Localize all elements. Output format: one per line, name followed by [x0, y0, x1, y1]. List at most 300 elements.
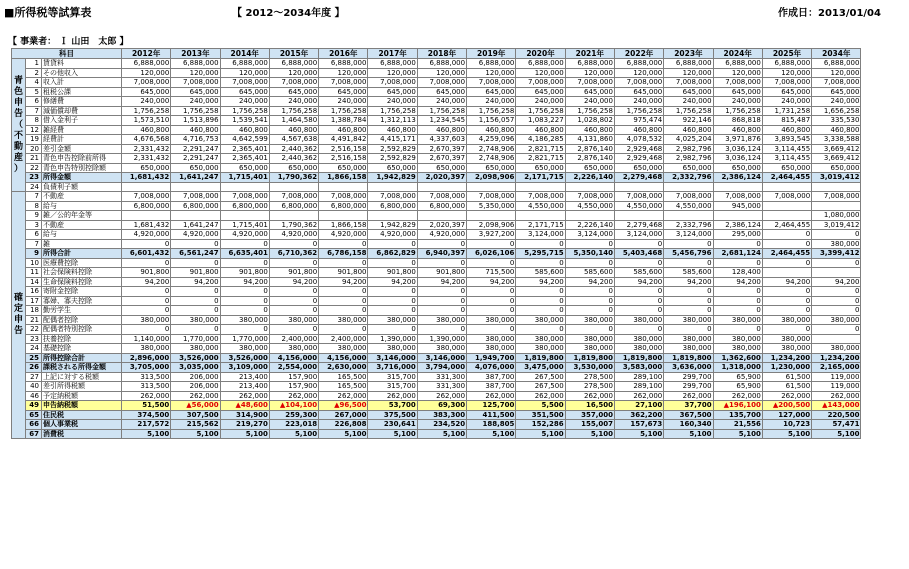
row-number: 40	[26, 382, 42, 392]
cell-value: ▲96,500	[319, 401, 368, 411]
row-number: 7	[26, 106, 42, 116]
cell-value: 460,800	[319, 125, 368, 135]
row-label: 雑／公的年金等	[42, 211, 122, 221]
cell-value: 262,000	[220, 391, 269, 401]
row-label: 課税される所得金額	[42, 363, 122, 373]
row-number: 24	[26, 182, 42, 192]
cell-value: 650,000	[368, 163, 417, 173]
cell-value: 3,893,545	[762, 135, 811, 145]
cell-value: 411,500	[467, 410, 516, 420]
cell-value: 387,700	[467, 382, 516, 392]
cell-value: 0	[664, 287, 713, 297]
cell-value: 380,000	[762, 334, 811, 344]
cell-value: 0	[516, 325, 565, 335]
cell-value	[713, 182, 762, 192]
cell-value: 1,234,545	[417, 116, 466, 126]
report-header	[0, 0, 909, 48]
cell-value: 2,098,906	[467, 220, 516, 230]
cell-value: 160,340	[664, 420, 713, 430]
cell-value: 6,888,000	[417, 59, 466, 69]
column-header-item: 科目	[12, 49, 122, 59]
cell-value: 4,550,000	[516, 201, 565, 211]
cell-value: 215,562	[171, 420, 220, 430]
cell-value: 1,756,258	[516, 106, 565, 116]
cell-value: 1,464,580	[269, 116, 318, 126]
cell-value: 380,000	[762, 344, 811, 354]
column-header-year: 2014年	[220, 49, 269, 59]
cell-value: 1,756,258	[417, 106, 466, 116]
cell-value: 7,008,000	[614, 78, 663, 88]
cell-value: 5,100	[467, 429, 516, 439]
cell-value: 3,716,000	[368, 363, 417, 373]
cell-value: 1,641,247	[171, 173, 220, 183]
cell-value: 120,000	[122, 68, 171, 78]
cell-value: 240,000	[220, 97, 269, 107]
cell-value: 0	[319, 306, 368, 316]
row-number: 66	[26, 420, 42, 430]
cell-value: 1,790,362	[269, 173, 318, 183]
table-row	[12, 363, 861, 373]
row-label: 雑経費	[42, 125, 122, 135]
cell-value: 120,000	[319, 68, 368, 78]
cell-value: 0	[467, 325, 516, 335]
row-number: 17	[26, 296, 42, 306]
cell-value: 1,140,000	[122, 334, 171, 344]
cell-value: 4,642,599	[220, 135, 269, 145]
cell-value: 94,200	[467, 277, 516, 287]
row-number: 21	[26, 154, 42, 164]
cell-value: 6,888,000	[467, 59, 516, 69]
cell-value: 380,000	[812, 344, 861, 354]
cell-value: 2,876,140	[565, 144, 614, 154]
cell-value: 6,888,000	[368, 59, 417, 69]
cell-value: 460,800	[565, 125, 614, 135]
cell-value: 1,756,258	[269, 106, 318, 116]
cell-value: 2,896,000	[122, 353, 171, 363]
row-number: 4	[26, 78, 42, 88]
cell-value: 367,500	[664, 410, 713, 420]
cell-value: 7,008,000	[565, 78, 614, 88]
row-number: 23	[26, 173, 42, 183]
cell-value: 6,800,000	[122, 201, 171, 211]
cell-value	[565, 211, 614, 221]
cell-value: 4,920,000	[171, 230, 220, 240]
cell-value: 3,669,412	[812, 154, 861, 164]
cell-value: 3,794,000	[417, 363, 466, 373]
row-number: 2	[26, 68, 42, 78]
cell-value: 7,008,000	[417, 78, 466, 88]
cell-value	[762, 182, 811, 192]
cell-value: 0	[713, 296, 762, 306]
cell-value: 6,888,000	[319, 59, 368, 69]
cell-value: 387,700	[467, 372, 516, 382]
cell-value: 380,000	[565, 334, 614, 344]
cell-value: 2,226,140	[565, 220, 614, 230]
cell-value: 3,036,124	[713, 144, 762, 154]
cell-value: 380,000	[467, 334, 516, 344]
cell-value: 0	[368, 306, 417, 316]
cell-value: 1,949,700	[467, 353, 516, 363]
cell-value: 213,400	[220, 382, 269, 392]
cell-value: 650,000	[171, 163, 220, 173]
cell-value: 0	[664, 258, 713, 268]
cell-value: 645,000	[417, 87, 466, 97]
cell-value: 2,400,000	[319, 334, 368, 344]
cell-value: 4,491,842	[319, 135, 368, 145]
cell-value: 6,561,247	[171, 249, 220, 259]
cell-value: 1,573,510	[122, 116, 171, 126]
cell-value: 0	[122, 306, 171, 316]
cell-value	[812, 268, 861, 278]
cell-value: 7,008,000	[220, 192, 269, 202]
cell-value	[368, 211, 417, 221]
table-row	[12, 401, 861, 411]
column-header-year: 2018年	[417, 49, 466, 59]
cell-value: 1,656,258	[812, 106, 861, 116]
cell-value: 289,100	[614, 382, 663, 392]
cell-value: 2,386,124	[713, 220, 762, 230]
cell-value: 815,487	[762, 116, 811, 126]
row-label: 個人事業税	[42, 420, 122, 430]
cell-value: 3,146,000	[417, 353, 466, 363]
row-number: 23	[26, 334, 42, 344]
row-number: 19	[26, 135, 42, 145]
cell-value: ▲104,100	[269, 401, 318, 411]
cell-value: 0	[713, 258, 762, 268]
cell-value: 2,098,906	[467, 173, 516, 183]
cell-value: 1,156,057	[467, 116, 516, 126]
cell-value: 2,386,124	[713, 173, 762, 183]
cell-value: ▲56,000	[171, 401, 220, 411]
cell-value: 5,100	[812, 429, 861, 439]
row-label: 医療費控除	[42, 258, 122, 268]
cell-value: 380,000	[417, 344, 466, 354]
cell-value: 120,000	[614, 68, 663, 78]
cell-value: 6,888,000	[664, 59, 713, 69]
cell-value: 901,800	[319, 268, 368, 278]
cell-value: 0	[762, 325, 811, 335]
cell-value: 7,008,000	[171, 78, 220, 88]
cell-value: 460,800	[762, 125, 811, 135]
cell-value: 120,000	[220, 68, 269, 78]
section-label: 確 定 申 告	[12, 192, 26, 439]
cell-value: 120,000	[762, 68, 811, 78]
cell-value	[812, 334, 861, 344]
cell-value: 1,080,000	[812, 211, 861, 221]
cell-value: 585,600	[664, 268, 713, 278]
cell-value: 94,200	[812, 277, 861, 287]
cell-value: 120,000	[664, 68, 713, 78]
cell-value: 460,800	[368, 125, 417, 135]
cell-value: 6,862,829	[368, 249, 417, 259]
cell-value: 0	[220, 287, 269, 297]
table-row	[12, 268, 861, 278]
table-row	[12, 163, 861, 173]
cell-value: 262,000	[319, 391, 368, 401]
cell-value: 650,000	[516, 163, 565, 173]
cell-value: 53,700	[368, 401, 417, 411]
table-row	[12, 135, 861, 145]
cell-value: 94,200	[762, 277, 811, 287]
cell-value	[664, 211, 713, 221]
cell-value: 5,100	[762, 429, 811, 439]
row-label: 所得金額	[42, 173, 122, 183]
cell-value: ▲48,600	[220, 401, 269, 411]
cell-value: 0	[122, 239, 171, 249]
cell-value: 262,000	[713, 391, 762, 401]
cell-value: 6,601,432	[122, 249, 171, 259]
cell-value: 6,888,000	[762, 59, 811, 69]
table-row	[12, 78, 861, 88]
cell-value: 4,550,000	[565, 201, 614, 211]
row-number: 21	[26, 315, 42, 325]
cell-value: 460,800	[269, 125, 318, 135]
row-label: 不動産	[42, 220, 122, 230]
cell-value: 135,700	[713, 410, 762, 420]
cell-value: 650,000	[664, 163, 713, 173]
table-row	[12, 116, 861, 126]
cell-value: 3,636,000	[664, 363, 713, 373]
cell-value	[762, 211, 811, 221]
cell-value: 226,808	[319, 420, 368, 430]
row-number: 6	[26, 97, 42, 107]
cell-value	[269, 211, 318, 221]
row-label: 予定納税額	[42, 391, 122, 401]
cell-value: 2,020,397	[417, 220, 466, 230]
cell-value: 0	[319, 287, 368, 297]
cell-value: 5,456,796	[664, 249, 713, 259]
row-label: 社会保険料控除	[42, 268, 122, 278]
cell-value: 3,124,000	[614, 230, 663, 240]
cell-value: 0	[467, 239, 516, 249]
cell-value: 0	[812, 258, 861, 268]
cell-value	[812, 182, 861, 192]
table-row	[12, 344, 861, 354]
cell-value: 2,464,455	[762, 220, 811, 230]
cell-value: 3,475,000	[516, 363, 565, 373]
cell-value: 460,800	[812, 125, 861, 135]
cell-value: 94,200	[122, 277, 171, 287]
cell-value: 240,000	[614, 97, 663, 107]
cell-value: 2,670,397	[417, 154, 466, 164]
cell-value: 380,000	[319, 344, 368, 354]
cell-value: 715,500	[467, 268, 516, 278]
row-label: その他収入	[42, 68, 122, 78]
cell-value: 1,756,258	[319, 106, 368, 116]
cell-value: 4,567,638	[269, 135, 318, 145]
cell-value: 2,279,468	[614, 173, 663, 183]
cell-value: 0	[417, 296, 466, 306]
cell-value: 2,748,906	[467, 154, 516, 164]
row-number: 20	[26, 144, 42, 154]
cell-value: 307,500	[171, 410, 220, 420]
cell-value: 240,000	[368, 97, 417, 107]
cell-value: 0	[417, 306, 466, 316]
cell-value: 262,000	[565, 391, 614, 401]
cell-value: 645,000	[614, 87, 663, 97]
cell-value: 0	[762, 239, 811, 249]
cell-value	[812, 201, 861, 211]
table-row	[12, 420, 861, 430]
cell-value: 120,000	[171, 68, 220, 78]
row-label: 寡婦、寡夫控除	[42, 296, 122, 306]
cell-value: 5,100	[319, 429, 368, 439]
cell-value: 0	[368, 287, 417, 297]
cell-value: 0	[516, 296, 565, 306]
cell-value: 331,300	[417, 372, 466, 382]
cell-value: 1,388,784	[319, 116, 368, 126]
row-label: 雑	[42, 239, 122, 249]
cell-value: 1,756,258	[220, 106, 269, 116]
cell-value: 0	[664, 325, 713, 335]
cell-value: 7,008,000	[467, 192, 516, 202]
cell-value: 213,400	[220, 372, 269, 382]
cell-value: 2,821,715	[516, 144, 565, 154]
cell-value: 380,000	[171, 315, 220, 325]
cell-value: ▲196,100	[713, 401, 762, 411]
cell-value: 901,800	[122, 268, 171, 278]
cell-value: 120,000	[467, 68, 516, 78]
cell-value: 5,403,468	[614, 249, 663, 259]
cell-value: 155,007	[565, 420, 614, 430]
cell-value: 2,291,247	[171, 144, 220, 154]
cell-value: 1,234,200	[812, 353, 861, 363]
cell-value: 119,000	[812, 372, 861, 382]
cell-value: 3,669,412	[812, 144, 861, 154]
cell-value: 380,000	[269, 315, 318, 325]
cell-value: 2,365,401	[220, 144, 269, 154]
cell-value: 0	[565, 296, 614, 306]
cell-value: 0	[220, 325, 269, 335]
row-label: 勤労学生	[42, 306, 122, 316]
cell-value: 7,008,000	[319, 192, 368, 202]
cell-value: 645,000	[171, 87, 220, 97]
cell-value: 645,000	[368, 87, 417, 97]
cell-value: 3,399,412	[812, 249, 861, 259]
cell-value: 5,100	[269, 429, 318, 439]
cell-value: 120,000	[516, 68, 565, 78]
cell-value: 2,365,401	[220, 154, 269, 164]
table-row	[12, 258, 861, 268]
cell-value: 21,556	[713, 420, 762, 430]
cell-value: 188,805	[467, 420, 516, 430]
cell-value	[368, 182, 417, 192]
cell-value: 120,000	[269, 68, 318, 78]
cell-value: 6,888,000	[565, 59, 614, 69]
cell-value: 6,786,158	[319, 249, 368, 259]
cell-value: 94,200	[664, 277, 713, 287]
cell-value: 585,600	[516, 268, 565, 278]
cell-value: 3,705,000	[122, 363, 171, 373]
cell-value: 6,800,000	[319, 201, 368, 211]
row-number: 6	[26, 230, 42, 240]
cell-value	[614, 182, 663, 192]
cell-value: 94,200	[319, 277, 368, 287]
cell-value: 278,500	[565, 382, 614, 392]
cell-value: 6,800,000	[171, 201, 220, 211]
column-header-year: 2017年	[368, 49, 417, 59]
cell-value: 1,819,800	[614, 353, 663, 363]
cell-value: 380,000	[122, 344, 171, 354]
cell-value: 0	[565, 258, 614, 268]
cell-value: 1,756,258	[664, 106, 713, 116]
cell-value: 1,083,227	[516, 116, 565, 126]
cell-value: 0	[417, 258, 466, 268]
row-label: 経費計	[42, 135, 122, 145]
cell-value: 3,526,000	[220, 353, 269, 363]
cell-value: 645,000	[122, 87, 171, 97]
cell-value: 4,676,568	[122, 135, 171, 145]
cell-value: 1,866,158	[319, 220, 368, 230]
cell-value: 7,008,000	[269, 78, 318, 88]
row-label: 上記に対する税額	[42, 372, 122, 382]
cell-value: 220,500	[812, 410, 861, 420]
column-header-year: 2015年	[269, 49, 318, 59]
cell-value: 217,572	[122, 420, 171, 430]
cell-value: 267,500	[516, 382, 565, 392]
cell-value: 0	[171, 325, 220, 335]
cell-value: 0	[122, 258, 171, 268]
row-label: 負債利子額	[42, 182, 122, 192]
row-number: 18	[26, 306, 42, 316]
cell-value: 5,350,000	[467, 201, 516, 211]
cell-value: 2,331,432	[122, 154, 171, 164]
cell-value	[171, 182, 220, 192]
cell-value: 0	[467, 306, 516, 316]
cell-value: 65,900	[713, 382, 762, 392]
table-row	[12, 230, 861, 240]
cell-value: 6,800,000	[220, 201, 269, 211]
cell-value: 0	[319, 296, 368, 306]
cell-value: 6,940,397	[417, 249, 466, 259]
cell-value: 289,100	[614, 372, 663, 382]
cell-value: 1,756,258	[368, 106, 417, 116]
cell-value: 374,500	[122, 410, 171, 420]
created-date: 作成日：2013/01/04	[778, 8, 881, 19]
cell-value: 645,000	[220, 87, 269, 97]
cell-value: 2,400,000	[269, 334, 318, 344]
cell-value: 27,100	[614, 401, 663, 411]
table-row	[12, 239, 861, 249]
row-number: 3	[26, 220, 42, 230]
cell-value: 0	[614, 258, 663, 268]
cell-value: 5,100	[565, 429, 614, 439]
cell-value	[762, 201, 811, 211]
cell-value: 262,000	[812, 391, 861, 401]
cell-value: 94,200	[220, 277, 269, 287]
cell-value: 4,156,000	[269, 353, 318, 363]
cell-value: 2,982,796	[664, 144, 713, 154]
cell-value: 299,700	[664, 382, 713, 392]
cell-value: 7,008,000	[319, 78, 368, 88]
cell-value: 380,000	[565, 344, 614, 354]
cell-value: 262,000	[122, 391, 171, 401]
cell-value: 1,756,258	[565, 106, 614, 116]
cell-value: 0	[565, 287, 614, 297]
cell-value: 6,888,000	[713, 59, 762, 69]
cell-value: 152,286	[516, 420, 565, 430]
row-number: 24	[26, 344, 42, 354]
row-label: 所得合計	[42, 249, 122, 259]
row-label: 寄附金控除	[42, 287, 122, 297]
table-row	[12, 325, 861, 335]
cell-value: 6,635,401	[220, 249, 269, 259]
row-number: 9	[26, 211, 42, 221]
cell-value: 5,100	[368, 429, 417, 439]
cell-value: 0	[614, 296, 663, 306]
cell-value: 206,000	[171, 382, 220, 392]
cell-value: 240,000	[171, 97, 220, 107]
